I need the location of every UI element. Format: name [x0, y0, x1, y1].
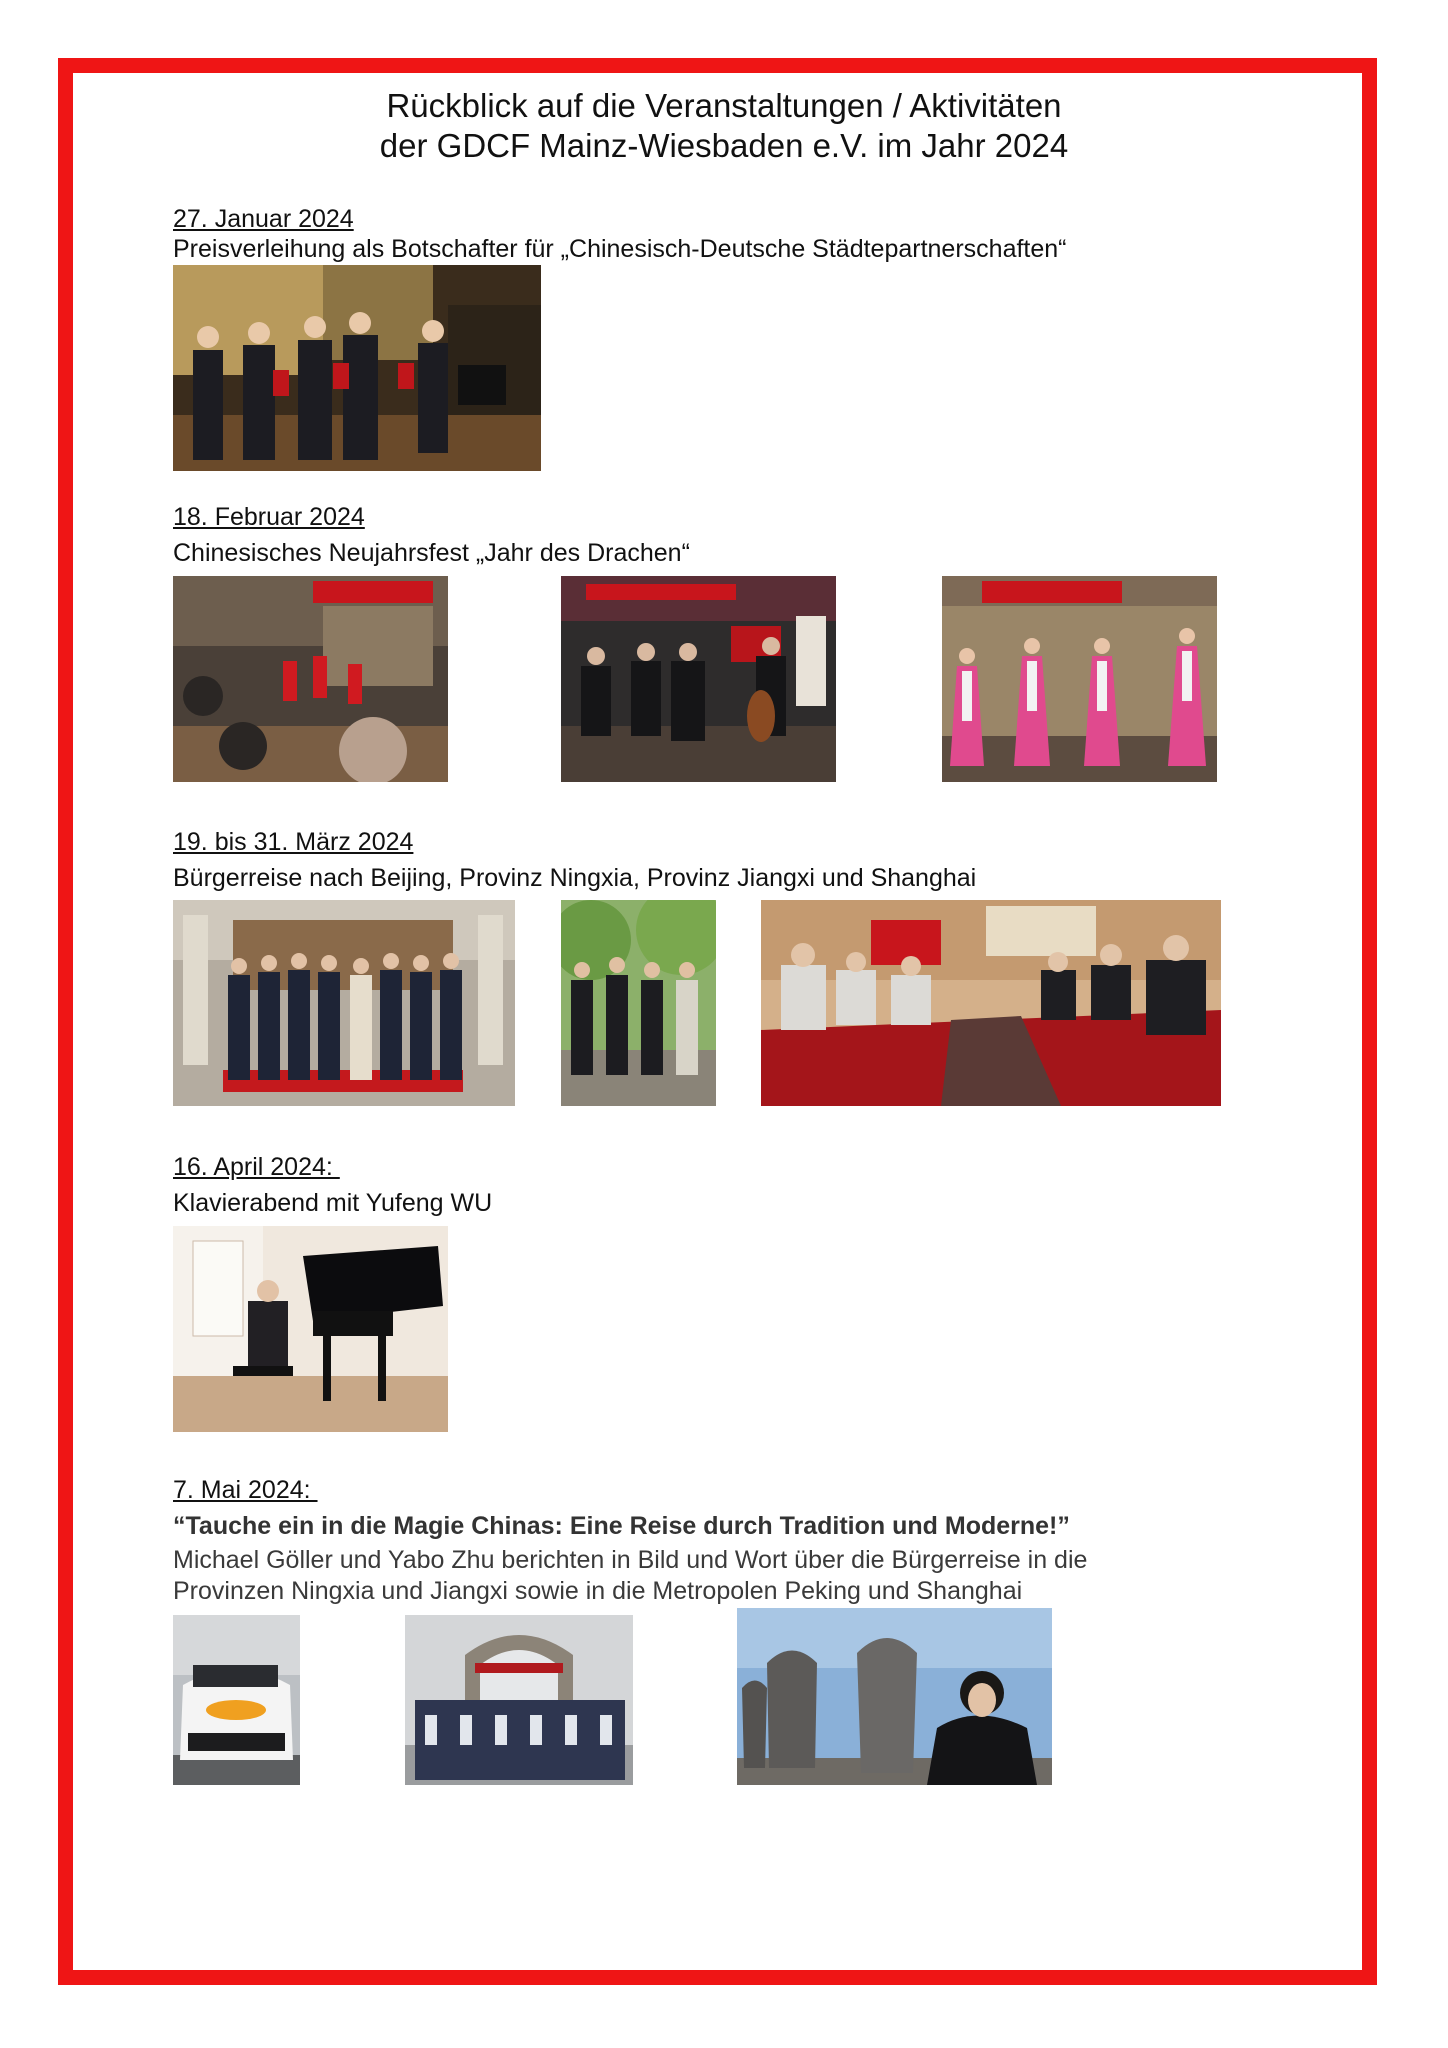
- photo-piano-recital: [173, 1226, 448, 1432]
- event-april: [173, 1152, 492, 1218]
- event-subtitle: Chinesisches Neujahrsfest „Jahr des Drachen“: [173, 539, 690, 567]
- event-body-line-2: Provinzen Ningxia und Jiangxi sowie in die Metropolen Peking und Shanghai: [173, 1577, 1023, 1605]
- photo-new-year-audience: [173, 576, 448, 782]
- event-date: 18. Februar 2024: [173, 503, 365, 531]
- event-date: 19. bis 31. März 2024: [173, 828, 414, 856]
- event-march: [173, 827, 976, 893]
- event-subtitle: Bürgerreise nach Beijing, Provinz Ningxia, Provinz Jiangxi und Shanghai: [173, 864, 977, 892]
- event-february: [173, 502, 690, 568]
- photo-ningxia-park: [561, 900, 716, 1106]
- event-january: [173, 204, 1067, 264]
- photo-string-quartet: [561, 576, 836, 782]
- photo-beijing-group: [173, 900, 515, 1106]
- photo-school-gate-group: [405, 1615, 633, 1785]
- event-date: 27. Januar 2024: [173, 205, 354, 233]
- photo-electric-car: [173, 1615, 300, 1785]
- event-headline: “Tauche ein in die Magie Chinas: Eine Reise durch Tradition und Moderne!”: [173, 1512, 1070, 1540]
- title-line-1: Rückblick auf die Veranstaltungen / Aktivitäten: [386, 87, 1062, 124]
- photo-moai-statues: [737, 1608, 1052, 1785]
- photo-meeting-table: [761, 900, 1221, 1106]
- event-subtitle: Preisverleihung als Botschafter für „Chinesisch-Deutsche Städtepartnerschaften“: [173, 235, 1067, 263]
- title-line-2: der GDCF Mainz-Wiesbaden e.V. im Jahr 2024: [379, 127, 1069, 164]
- event-date: 7. Mai 2024:: [173, 1476, 318, 1504]
- event-may: [173, 1475, 1087, 1607]
- event-subtitle: Klavierabend mit Yufeng WU: [173, 1189, 493, 1217]
- page-title: [0, 86, 1448, 166]
- event-date: 16. April 2024:: [173, 1153, 340, 1181]
- photo-award-ceremony: [173, 265, 541, 471]
- photo-dance-performance: [942, 576, 1217, 782]
- event-body-line-1: Michael Göller und Yabo Zhu berichten in Bild und Wort über die Bürgerreise in die: [173, 1546, 1088, 1574]
